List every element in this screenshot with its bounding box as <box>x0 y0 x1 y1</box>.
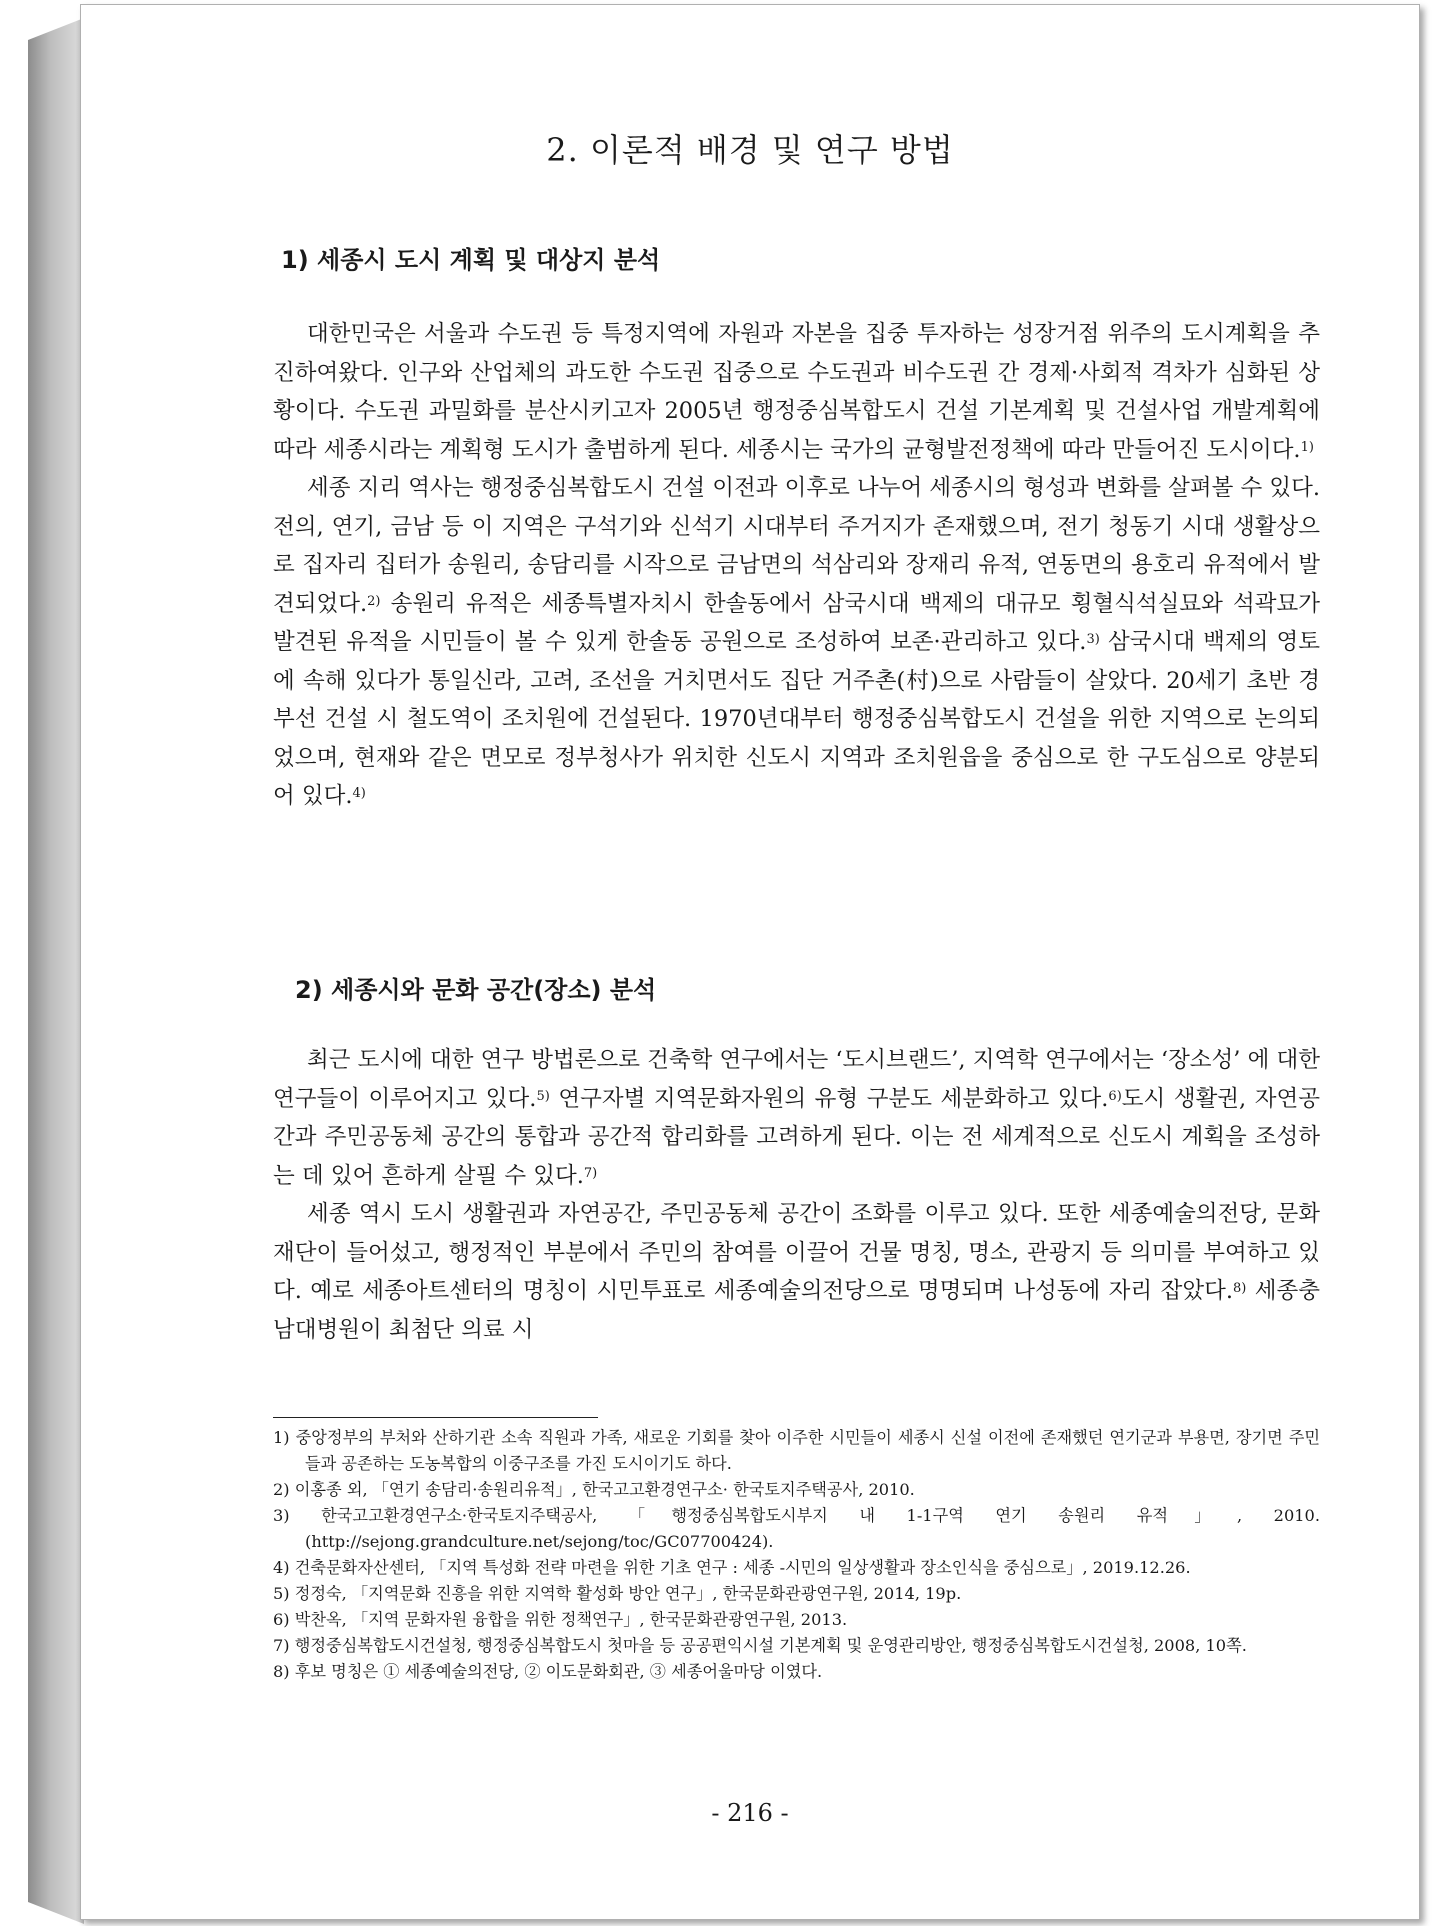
paragraph-text: 대한민국은 서울과 수도권 등 특정지역에 자원과 자본을 집중 투자하는 성장거점 위주의 도시계획을 추진하여왔다. 인구와 산업체의 과도한 수도권 집중으로 수도권과 비수도권 간 경제·사회적 격차가 심화된 상황이다. 수도권 과밀화를 분산시키고자 2005년 행정중심복합도시 건설 기본계획 및 건설사업 개발계획에 따라 세종시라는 계획형 도시가 출범하게 된다. 세종시는 국가의 균형발전정책에 따라 만들어진 도시이다. <box>273 321 1320 463</box>
section-1-paragraph-2 <box>273 469 1320 816</box>
paragraph-text: 연구자별 지역문화자원의 유형 구분도 세분화하고 있다. <box>549 1085 1109 1112</box>
section-1-body <box>273 315 1320 816</box>
paragraph-text: 삼국시대 백제의 영토에 속해 있다가 통일신라, 고려, 조선을 거치면서도 집단 거주촌(村)으로 사람들이 살았다. 20세기 초반 경부선 건설 시 철도역이 조치원에 건설된다. 1970년대부터 행정중심복합도시 건설을 위한 지역으로 논의되었으며, 현재와 같은 면모로 정부청사가 위치한 신도시 지역과 조치원읍을 중심으로 한 구도심으로 양분되어 있다. <box>273 629 1320 809</box>
section-2-paragraph-1 <box>273 1041 1320 1195</box>
paragraph-text: 송원리 유적은 세종특별자치시 한솔동에서 삼국시대 백제의 대규모 횡혈식석실묘와 석곽묘가 발견된 유적을 시민들이 볼 수 있게 한솔동 공원으로 조성하여 보존·관리하고 있다. <box>273 590 1320 655</box>
paragraph-text: 세종 역시 도시 생활권과 자연공간, 주민공동체 공간이 조화를 이루고 있다. 또한 세종예술의전당, 문화재단이 들어섰고, 행정적인 부분에서 주민의 참여를 이끌어 건물 명칭, 명소, 관광지 등 의미를 부여하고 있다. 예로 세종아트센터의 명칭이 시민투표로 세종예술의전당으로 명명되며 나성동에 자리 잡았다. <box>273 1201 1320 1304</box>
book-page-edge <box>28 18 84 1924</box>
section-2-body <box>273 1041 1320 1349</box>
paragraph-text: 세종충남대병원이 최첨단 의료 시 <box>273 1278 1321 1343</box>
page-number: - 216 - <box>711 1799 789 1827</box>
footnote-divider <box>273 1417 598 1418</box>
section-1-heading: 1) 세종시 도시 계획 및 대상지 분석 <box>281 246 661 274</box>
paragraph-text: 최근 도시에 대한 연구 방법론으로 건축학 연구에서는 ‘도시브랜드’, 지역학 연구에서는 ‘장소성’ 에 대한 연구들이 이루어지고 있다. <box>273 1047 1320 1112</box>
footnote-4: 4) 건축문화자산센터, 「지역 특성화 전략 마련을 위한 기초 연구 : 세종 -시민의 일상생활과 장소인식을 중심으로」, 2019.12.26. <box>273 1558 1191 1577</box>
chapter-title: 2. 이론적 배경 및 연구 방법 <box>546 131 954 169</box>
footnote-ref-5[interactable]: 5) <box>536 1088 550 1104</box>
paragraph-text: 도시 생활권, 자연공간과 주민공동체 공간의 통합과 공간적 합리화를 고려하게 된다. 이는 전 세계적으로 신도시 계획을 조성하는 데 있어 흔하게 살필 수 있다. <box>273 1085 1320 1189</box>
footnote-ref-7[interactable]: 7) <box>583 1165 598 1181</box>
footnote-ref-4[interactable]: 4) <box>352 786 366 801</box>
document-page <box>80 4 1420 1920</box>
footnote-ref-8[interactable]: 8) <box>1232 1281 1247 1296</box>
footnote-5: 5) 정정숙, 「지역문화 진흥을 위한 지역학 활성화 방안 연구」, 한국문화관광연구원, 2014, 19p. <box>273 1584 962 1603</box>
footnote-ref-2[interactable]: 2) <box>367 593 381 609</box>
footnote-1: 1) 중앙정부의 부처와 산하기관 소속 직원과 가족, 새로운 기회를 찾아 이주한 시민들이 세종시 신설 이전에 존재했던 연기군과 부용면, 장기면 주민들과 공존하는 도농복합의 이중구조를 가진 도시이기도 하다. <box>273 1428 1320 1473</box>
footnote-6: 6) 박찬옥, 「지역 문화자원 융합을 위한 정책연구」, 한국문화관광연구원, 2013. <box>273 1610 848 1629</box>
footnote-8: 8) 후보 명칭은 ① 세종예술의전당, ② 이도문화회관, ③ 세종어울마당 이였다. <box>273 1662 823 1681</box>
footnote-3: 3) 한국고고환경연구소·한국토지주택공사, 「행정중심복합도시부지 내 1-1구역 연기 송원리 유적」, 2010. (http://sejong.grandculture.net/sejong/toc/GC07700424). <box>273 1506 1320 1551</box>
section-2-heading: 2) 세종시와 문화 공간(장소) 분석 <box>295 976 657 1004</box>
footnote-2: 2) 이홍종 외, 「연기 송담리·송원리유적」, 한국고고환경연구소· 한국토지주택공사, 2010. <box>273 1480 915 1499</box>
footnote-ref-6[interactable]: 6) <box>1108 1088 1122 1104</box>
footnotes <box>273 1425 1320 1685</box>
section-2-paragraph-2 <box>273 1195 1320 1349</box>
paragraph-text: 세종 지리 역사는 행정중심복합도시 건설 이전과 이후로 나누어 세종시의 형성과 변화를 살펴볼 수 있다. 전의, 연기, 금남 등 이 지역은 구석기와 신석기 시대부터 주거지가 존재했으며, 전기 청동기 시대 생활상으로 집자리 집터가 송원리, 송담리를 시작으로 금남면의 석삼리와 장재리 유적, 연동면의 용호리 유적에서 발견되었다. <box>273 475 1321 617</box>
footnote-ref-1[interactable]: 1) <box>1300 439 1314 455</box>
footnote-ref-3[interactable]: 3) <box>1086 632 1100 647</box>
section-1-paragraph-1 <box>273 315 1320 469</box>
footnote-7: 7) 행정중심복합도시건설청, 행정중심복합도시 첫마을 등 공공편익시설 기본계획 및 운영관리방안, 행정중심복합도시건설청, 2008, 10쪽. <box>273 1636 1247 1655</box>
